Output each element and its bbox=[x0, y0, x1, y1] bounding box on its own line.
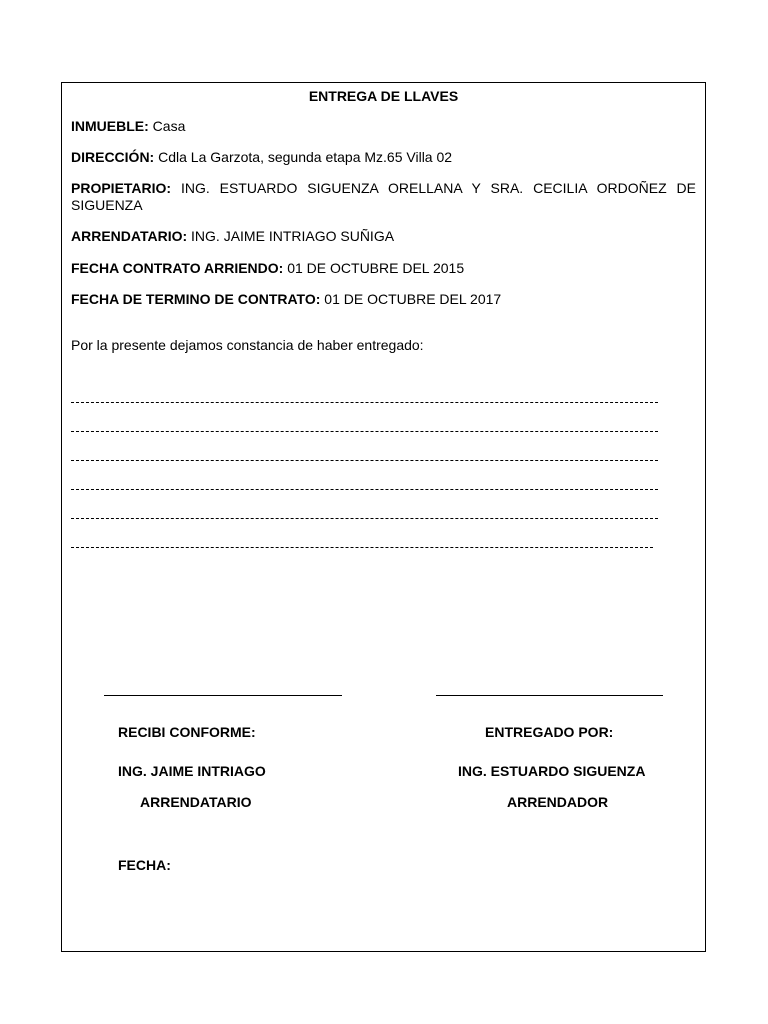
intro-text: Por la presente dejamos constancia de haber entregado: bbox=[71, 337, 424, 353]
deliverer-role: ARRENDADOR bbox=[507, 794, 609, 810]
field-value: ING. ESTUARDO SIGUENZA ORELLANA Y SRA. CECILIA ORDOÑEZ DE SIGUENZA bbox=[71, 180, 696, 213]
document-title: ENTREGA DE LLAVES bbox=[308, 88, 459, 104]
blank-fill-line bbox=[71, 431, 658, 432]
blank-fill-line bbox=[71, 402, 658, 403]
field-inmueble bbox=[71, 118, 696, 135]
date-label: FECHA: bbox=[118, 857, 171, 873]
field-label: FECHA CONTRATO ARRIENDO: bbox=[71, 260, 284, 276]
field-value: 01 DE OCTUBRE DEL 2017 bbox=[324, 291, 502, 307]
field-propietario bbox=[71, 180, 696, 214]
field-label: PROPIETARIO: bbox=[71, 180, 172, 196]
field-value: Cdla La Garzota, segunda etapa Mz.65 Villa 02 bbox=[158, 149, 453, 165]
blank-fill-line bbox=[71, 460, 658, 461]
field-value: ING. JAIME INTRIAGO SUÑIGA bbox=[191, 228, 395, 244]
field-label: INMUEBLE: bbox=[71, 118, 149, 134]
blank-fill-line bbox=[71, 518, 658, 519]
field-fecha-contrato bbox=[71, 260, 696, 277]
receiver-role: ARRENDATARIO bbox=[140, 794, 252, 810]
field-value: 01 DE OCTUBRE DEL 2015 bbox=[287, 260, 465, 276]
receiver-name: ING. JAIME INTRIAGO bbox=[118, 763, 266, 779]
document-frame bbox=[61, 82, 706, 952]
blank-fill-line bbox=[71, 547, 653, 548]
field-arrendatario bbox=[71, 228, 696, 245]
field-label: FECHA DE TERMINO DE CONTRATO: bbox=[71, 291, 321, 307]
field-value: Casa bbox=[152, 118, 186, 134]
receiver-heading: RECIBI CONFORME: bbox=[118, 724, 256, 740]
blank-fill-line bbox=[71, 489, 658, 490]
signature-line-receiver bbox=[104, 695, 342, 696]
deliverer-heading: ENTREGADO POR: bbox=[485, 724, 614, 740]
deliverer-name: ING. ESTUARDO SIGUENZA bbox=[458, 763, 646, 779]
field-label: ARRENDATARIO: bbox=[71, 228, 188, 244]
field-fecha-termino bbox=[71, 291, 696, 308]
field-direccion bbox=[71, 149, 696, 166]
field-label: DIRECCIÓN: bbox=[71, 149, 155, 165]
signature-line-deliverer bbox=[436, 695, 663, 696]
